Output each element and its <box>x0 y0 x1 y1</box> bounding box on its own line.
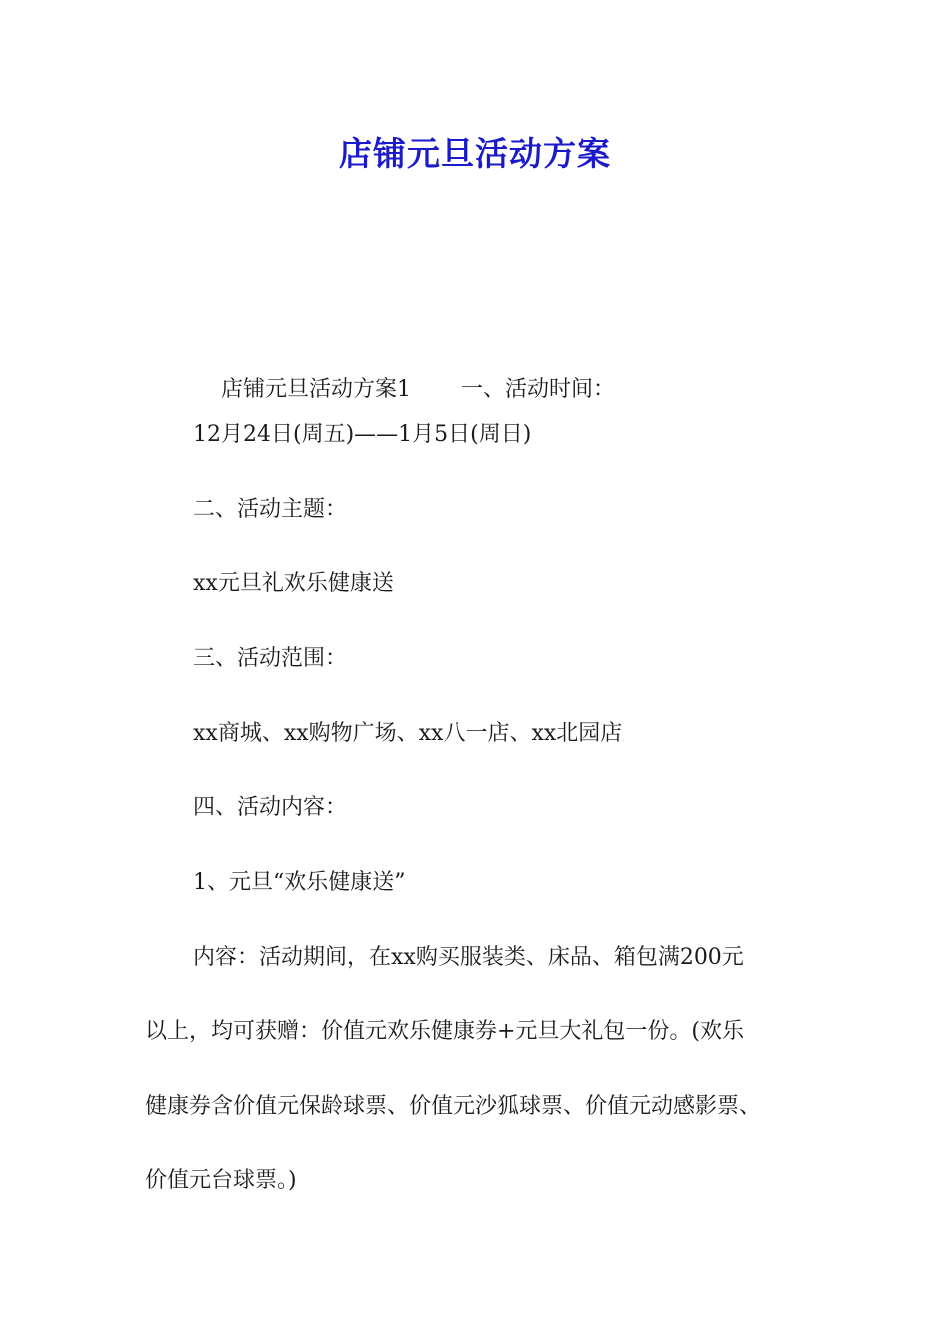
content-paragraph-line-3: 健康券含价值元保龄球票、价值元沙狐球票、价值元动感影票、 <box>145 1094 762 1119</box>
activity-scope: xx商城、xx购物广场、xx八一店、xx北园店 <box>193 721 623 746</box>
document-title: 店铺元旦活动方案 <box>339 134 611 173</box>
activity-dates: 12月24日(周五)——1月5日(周日) <box>193 422 532 447</box>
content-item-1: 1、元旦“欢乐健康送” <box>193 870 406 895</box>
section-heading-scope: 三、活动范围： <box>193 646 348 671</box>
content-paragraph-line-2: 以上，均可获赠：价值元欢乐健康券+元旦大礼包一份。(欢乐 <box>145 1019 745 1044</box>
content-paragraph-line-4: 价值元台球票。) <box>145 1168 297 1193</box>
content-paragraph-line-1: 内容：活动期间，在xx购买服装类、床品、箱包满200元 <box>193 945 744 970</box>
section-heading-content: 四、活动内容： <box>193 795 348 820</box>
section-title: 店铺元旦活动方案1 <box>220 377 411 402</box>
activity-theme: xx元旦礼欢乐健康送 <box>193 571 394 596</box>
section-heading-theme: 二、活动主题： <box>193 497 348 522</box>
section-heading-time: 一、活动时间： <box>460 377 615 402</box>
